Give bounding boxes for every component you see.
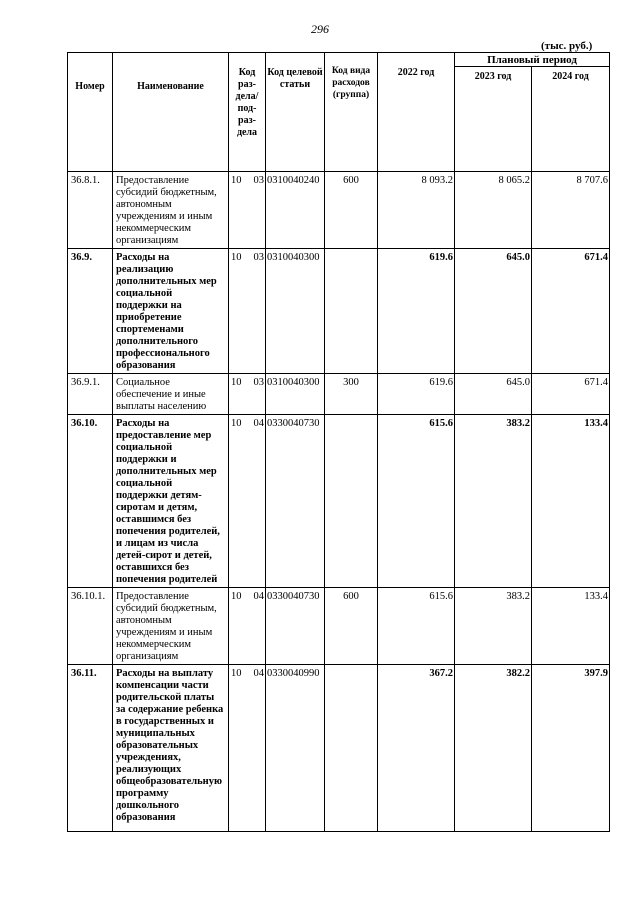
row-value-2023: 382.2 xyxy=(455,665,532,832)
row-name: Расходы на реализацию дополнительных мер социальной поддержки на приобретение спортеменами дополнительного профессионального образования xyxy=(113,249,229,374)
row-section: 10 xyxy=(231,252,242,263)
row-section: 10 xyxy=(231,668,242,679)
row-expense-type xyxy=(325,249,378,374)
row-section-code xyxy=(229,374,266,415)
header-2022: 2022 год xyxy=(378,53,455,172)
header-2024: 2024 год xyxy=(532,67,610,172)
header-target-code: Код целевой статьи xyxy=(266,53,325,172)
row-value-2023: 383.2 xyxy=(455,588,532,665)
row-target-code: 0330040990 xyxy=(266,665,325,832)
row-value-2022: 8 093.2 xyxy=(378,172,455,249)
row-name: Социальное обеспечение и иные выплаты населению xyxy=(113,374,229,415)
row-section-code xyxy=(229,415,266,588)
page-number: 296 xyxy=(311,22,329,36)
row-number: 36.9. xyxy=(68,249,113,374)
header-name: Наименование xyxy=(113,53,229,172)
row-section-code xyxy=(229,172,266,249)
row-expense-type: 300 xyxy=(325,374,378,415)
row-subsection: 04 xyxy=(253,668,264,679)
row-number: 36.10. xyxy=(68,415,113,588)
row-subsection: 04 xyxy=(253,591,264,602)
row-section-code xyxy=(229,588,266,665)
header-planned-period: Плановый период xyxy=(455,53,610,67)
row-subsection: 04 xyxy=(253,418,264,429)
row-target-code: 0330040730 xyxy=(266,415,325,588)
row-target-code: 0310040240 xyxy=(266,172,325,249)
row-value-2023: 645.0 xyxy=(455,374,532,415)
row-number: 36.11. xyxy=(68,665,113,832)
row-value-2023: 645.0 xyxy=(455,249,532,374)
row-value-2022: 615.6 xyxy=(378,415,455,588)
budget-table xyxy=(67,52,610,832)
units-label: (тыс. руб.) xyxy=(541,40,593,52)
header-expense-type-code: Код вида расходов (группа) xyxy=(325,53,378,172)
row-section: 10 xyxy=(231,175,242,186)
row-target-code: 0310040300 xyxy=(266,249,325,374)
table-row xyxy=(68,588,610,665)
row-value-2022: 615.6 xyxy=(378,588,455,665)
row-name: Расходы на предоставление мер социальной поддержки и дополнительных мер социальной поддержки детям-сиротам и детям, оставшимся без попечения родителей, и лицам из числа детей-сирот и детей, оставшихся без попечения родителей xyxy=(113,415,229,588)
row-section: 10 xyxy=(231,377,242,388)
row-expense-type: 600 xyxy=(325,172,378,249)
row-value-2022: 619.6 xyxy=(378,249,455,374)
row-section-code xyxy=(229,249,266,374)
row-name: Предоставление субсидий бюджетным, автономным учреждениям и иным некоммерческим организациям xyxy=(113,588,229,665)
row-expense-type: 600 xyxy=(325,588,378,665)
row-name: Предоставление субсидий бюджетным, автономным учреждениям и иным некоммерческим организациям xyxy=(113,172,229,249)
row-target-code: 0310040300 xyxy=(266,374,325,415)
row-expense-type xyxy=(325,665,378,832)
table-row xyxy=(68,415,610,588)
row-expense-type xyxy=(325,415,378,588)
header-section-code: Код раз-дела/ под-раз-дела xyxy=(229,53,266,172)
row-value-2024: 671.4 xyxy=(532,249,610,374)
row-number: 36.9.1. xyxy=(68,374,113,415)
row-number: 36.8.1. xyxy=(68,172,113,249)
row-value-2024: 133.4 xyxy=(532,588,610,665)
header-2023: 2023 год xyxy=(455,67,532,172)
row-target-code: 0330040730 xyxy=(266,588,325,665)
row-subsection: 03 xyxy=(253,175,264,186)
table-row xyxy=(68,665,610,832)
row-name: Расходы на выплату компенсации части родительской платы за содержание ребенка в государственных и муниципальных образовательных учреждениях, реализующих общеобразовательную программу дошкольного образования xyxy=(113,665,229,832)
row-value-2022: 619.6 xyxy=(378,374,455,415)
row-value-2023: 383.2 xyxy=(455,415,532,588)
row-value-2024: 8 707.6 xyxy=(532,172,610,249)
row-value-2024: 133.4 xyxy=(532,415,610,588)
row-value-2022: 367.2 xyxy=(378,665,455,832)
table-row xyxy=(68,374,610,415)
row-section: 10 xyxy=(231,418,242,429)
row-value-2024: 397.9 xyxy=(532,665,610,832)
table-row xyxy=(68,249,610,374)
row-subsection: 03 xyxy=(253,377,264,388)
header-number: Номер xyxy=(68,53,113,172)
table-row xyxy=(68,172,610,249)
row-section-code xyxy=(229,665,266,832)
row-subsection: 03 xyxy=(253,252,264,263)
row-section: 10 xyxy=(231,591,242,602)
row-value-2024: 671.4 xyxy=(532,374,610,415)
row-value-2023: 8 065.2 xyxy=(455,172,532,249)
row-number: 36.10.1. xyxy=(68,588,113,665)
